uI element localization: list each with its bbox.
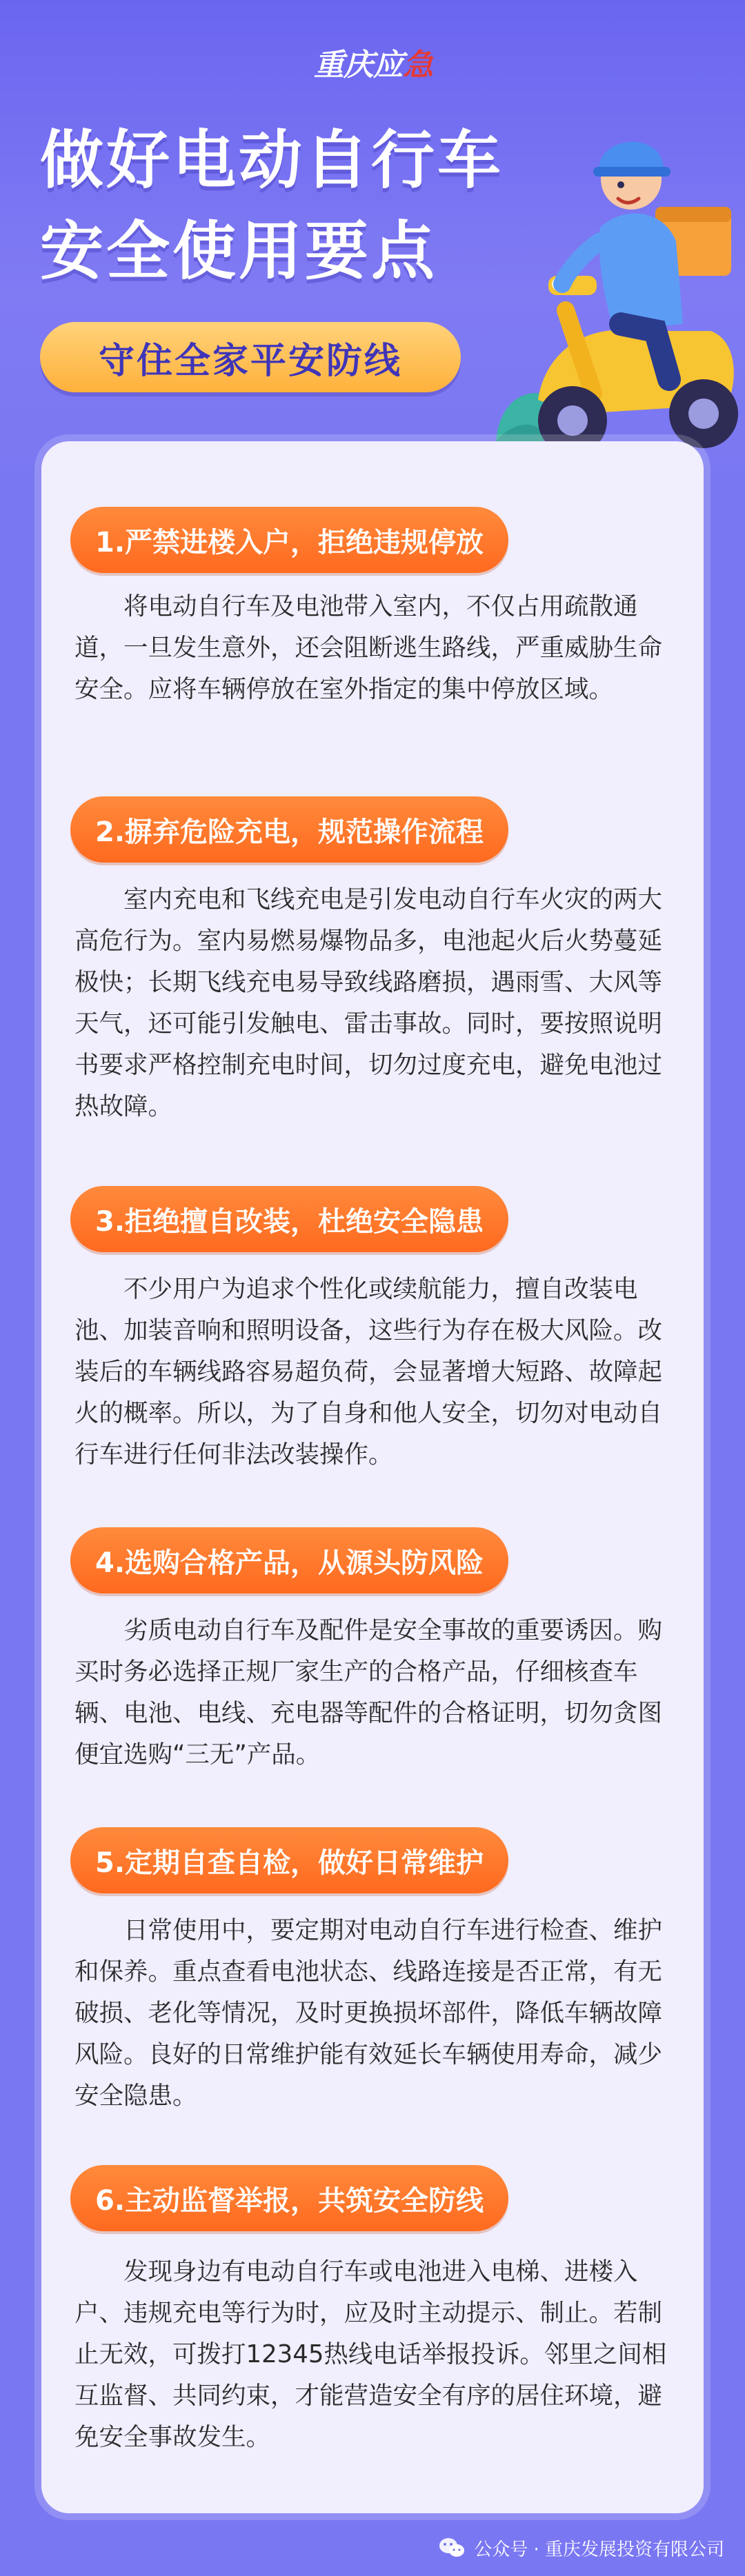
section-5-body: 日常使用中，要定期对电动自行车进行检查、维护和保养。重点查看电池状态、线路连接是否正常，有无破损、老化等情况，及时更换损坏部件，降低车辆故障风险。良好的日常维护能有效延长车辆使用寿命，减少安全隐患。 xyxy=(74,1916,663,2110)
page-title-line2: 安全使用要点 xyxy=(40,214,438,288)
logo-text-red: 急 xyxy=(403,48,433,83)
footer-attribution xyxy=(438,2530,724,2565)
section-5-heading: 5.定期自查自检，做好日常维护 xyxy=(70,1827,508,1893)
wechat-icon xyxy=(438,2537,466,2559)
scooter-rider-illustration xyxy=(483,103,745,462)
section-1-heading: 1.严禁进楼入户，拒绝违规停放 xyxy=(70,507,508,573)
section-1-body: 将电动自行车及电池带入室内，不仅占用疏散通道，一旦发生意外，还会阻断逃生路线，严重威胁生命安全。应将车辆停放在室外指定的集中停放区域。 xyxy=(74,592,663,703)
section-6-heading: 6.主动监督举报，共筑安全防线 xyxy=(70,2165,508,2231)
section-4-body: 劣质电动自行车及配件是安全事故的重要诱因。购买时务必选择正规厂家生产的合格产品，仔细核查车辆、电池、电线、充电器等配件的合格证明，切勿贪图便宜选购“三无”产品。 xyxy=(74,1616,663,1769)
section-3-body: 不少用户为追求个性化或续航能力，擅自改装电池、加装音响和照明设备，这些行为存在极大风险。改装后的车辆线路容易超负荷，会显著增大短路、故障起火的概率。所以，为了自身和他人安全，切勿对电动自行车进行任何非法改装操作。 xyxy=(74,1275,663,1469)
section-2-body: 室内充电和飞线充电是引发电动自行车火灾的两大高危行为。室内易燃易爆物品多，电池起火后火势蔓延极快；长期飞线充电易导致线路磨损，遇雨雪、大风等天气，还可能引发触电、雷击事故。同时，要按照说明书要求严格控制充电时间，切勿过度充电，避免电池过热故障。 xyxy=(74,885,663,1120)
brand-logo xyxy=(314,43,433,81)
page-title-line1: 做好电动自行车 xyxy=(40,123,504,197)
logo-text-white: 重庆应 xyxy=(314,48,403,83)
section-6-body: 发现身边有电动自行车或电池进入电梯、进楼入户、违规充电等行为时，应及时主动提示、制止。若制止无效，可拨打12345热线电话举报投诉。邻里之间相互监督、共同约束，才能营造安全有序的居住环境，避免安全事故发生。 xyxy=(74,2257,667,2451)
section-4-heading: 4.选购合格产品，从源头防风险 xyxy=(70,1527,508,1593)
footer-text: 公众号 · 重庆发展投资有限公司 xyxy=(474,2539,724,2560)
section-2-heading: 2.摒弃危险充电，规范操作流程 xyxy=(70,796,508,863)
tagline-banner: 守住全家平安防线 xyxy=(40,322,461,392)
section-3-heading: 3.拒绝擅自改装，杜绝安全隐患 xyxy=(70,1186,508,1252)
